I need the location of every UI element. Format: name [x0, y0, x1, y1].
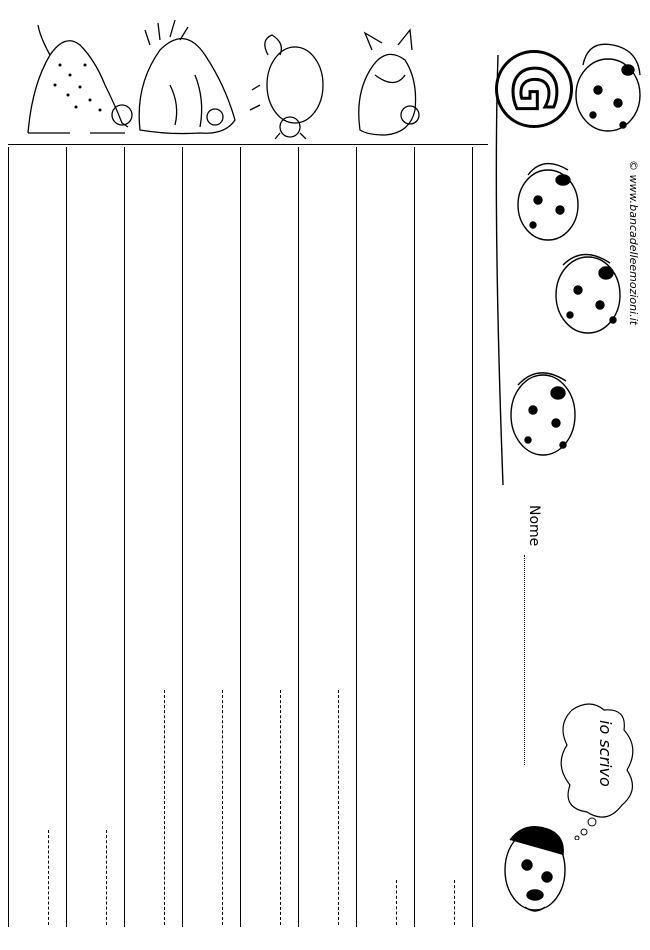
bottom-puppy	[495, 815, 575, 925]
header-rule	[8, 144, 488, 145]
dash-line	[280, 690, 281, 925]
dash-line	[48, 830, 49, 925]
practice-row-5[interactable]	[182, 150, 242, 910]
cheetah-drawing	[28, 25, 132, 133]
dash-line	[396, 880, 397, 925]
copyright-text: © www.bancadelleemozioni.it	[627, 160, 640, 326]
name-field[interactable]	[524, 555, 525, 765]
dash-line	[222, 690, 223, 925]
practice-row-8[interactable]	[8, 150, 68, 910]
letter-g: G	[500, 65, 568, 113]
hen-drawing	[250, 35, 323, 139]
puppies-illustration	[488, 15, 648, 495]
practice-row-7[interactable]	[66, 150, 126, 910]
dash-line	[164, 690, 165, 925]
cat-drawing	[359, 30, 419, 135]
practice-row-6[interactable]	[124, 150, 184, 910]
dash-line	[106, 830, 107, 925]
animals-strip	[10, 15, 420, 140]
bubble-text: io scrivo	[596, 720, 615, 787]
dash-line	[454, 880, 455, 925]
dash-line	[338, 690, 339, 925]
practice-row-1[interactable]	[414, 150, 474, 910]
gorilla-drawing	[139, 20, 235, 134]
practice-row-2[interactable]	[356, 150, 416, 910]
practice-row-4[interactable]	[240, 150, 300, 910]
practice-row-3[interactable]	[298, 150, 358, 910]
name-label: Nome	[526, 505, 542, 547]
